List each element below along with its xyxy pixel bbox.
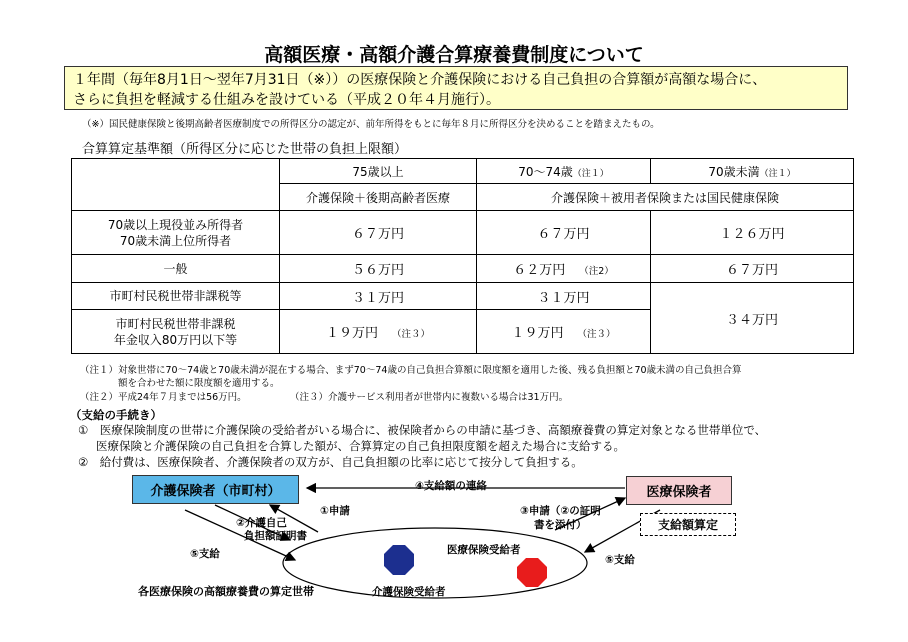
cell-value: ６７万円	[651, 255, 854, 283]
header-age-70-74: 70～74歳（注１）	[477, 159, 651, 184]
header-insurance-late-elderly: 介護保険＋後期高齢者医療	[280, 184, 477, 211]
label-arrow-5-right: ⑤支給	[605, 554, 635, 566]
label-arrow-2a: ②介護自己	[236, 517, 287, 529]
note-2: （注２）平成24年７月までは56万円。	[80, 392, 247, 403]
iryo-insurer-box: 医療保険者	[626, 476, 732, 505]
cell-value: ６７万円	[477, 211, 651, 255]
cell-value: １９万円 （注３）	[280, 310, 477, 354]
note-1a: （注１）対象世帯に70～74歳と70歳未満が混在する場合、まず70～74歳の自己負担合算額に限度額を適用した後、残る負担額と70歳未満の自己負担合算	[80, 365, 742, 376]
procedure-item-1a: ① 医療保険制度の世帯に介護保険の受給者がいる場合に、被保険者からの申請に基づき、高額療養費の算定対象となる世帯単位で、	[78, 423, 767, 437]
footnote-asterisk: （※）国民健康保険と後期高齢者医療制度での所得区分の認定が、前年所得をもとに毎年８月に所得区分を決めることを踏まえたもの。	[82, 119, 660, 130]
cell-value-merged: ３４万円	[651, 283, 854, 354]
summary-line-1: １年間（毎年8月1日～翌年7月31日（※））の医療保険と介護保険における自己負担の合算額が高額な場合に、	[73, 72, 767, 88]
label-arrow-3b: 書を添付）	[534, 519, 587, 531]
header-age-under70: 70歳未満（注１）	[651, 159, 854, 184]
note-3: （注３）介護サービス利用者が世帯内に複数いる場合は31万円。	[290, 392, 569, 403]
table-caption: 合算算定基準額（所得区分に応じた世帯の負担上限額）	[82, 142, 408, 157]
cell-value: ５６万円	[280, 255, 477, 283]
header-age-75plus: 75歳以上	[280, 159, 477, 184]
calc-box: 支給額算定	[640, 513, 736, 536]
label-household: 各医療保険の高額療養費の算定世帯	[138, 585, 314, 598]
procedure-item-2: ② 給付費は、医療保険者、介護保険者の双方が、自己負担額の比率に応じて按分して負担する。	[78, 455, 583, 469]
cell-value: ６７万円	[280, 211, 477, 255]
procedure-heading: （支給の手続き）	[70, 408, 162, 422]
kaigo-insurer-box: 介護保険者（市町村）	[132, 475, 299, 504]
label-arrow-3a: ③申請（②の証明	[520, 505, 601, 517]
row-label: 70歳以上現役並み所得者 70歳未満上位所得者	[72, 211, 280, 255]
row-label: 一般	[72, 255, 280, 283]
label-arrow-4: ④支給額の連絡	[415, 480, 487, 492]
iryo-recipient-octagon	[517, 558, 547, 587]
cell-value: ３１万円	[477, 283, 651, 310]
label-arrow-2b: 負担額証明書	[244, 530, 307, 542]
cell-value: １９万円 （注３）	[477, 310, 651, 354]
row-label: 市町村民税世帯非課税 年金収入80万円以下等	[72, 310, 280, 354]
page-title: 高額医療・高額介護合算療養費制度について	[264, 44, 644, 66]
kaigo-recipient-octagon	[384, 545, 414, 575]
header-insurance-employee-national: 介護保険＋被用者保険または国民健康保険	[477, 184, 854, 211]
label-iryo-recipient: 医療保険受給者	[447, 544, 521, 556]
procedure-item-1b: 医療保険と介護保険の自己負担を合算した額が、合算算定の自己負担限度額を超えた場合に支給する。	[96, 439, 625, 453]
cell-value: １２６万円	[651, 211, 854, 255]
cell-value: ３１万円	[280, 283, 477, 310]
cell-value: ６２万円 （注2）	[477, 255, 651, 283]
summary-line-2: さらに負担を軽減する仕組みを設けている（平成２０年４月施行）。	[73, 92, 500, 108]
row-label: 市町村民税世帯非課税等	[72, 283, 280, 310]
label-arrow-5-left: ⑤支給	[190, 548, 220, 560]
label-arrow-1: ①申請	[320, 505, 350, 517]
note-1b: 額を合わせた額に限度額を適用する。	[118, 378, 280, 389]
label-kaigo-recipient: 介護保険受給者	[372, 586, 446, 598]
